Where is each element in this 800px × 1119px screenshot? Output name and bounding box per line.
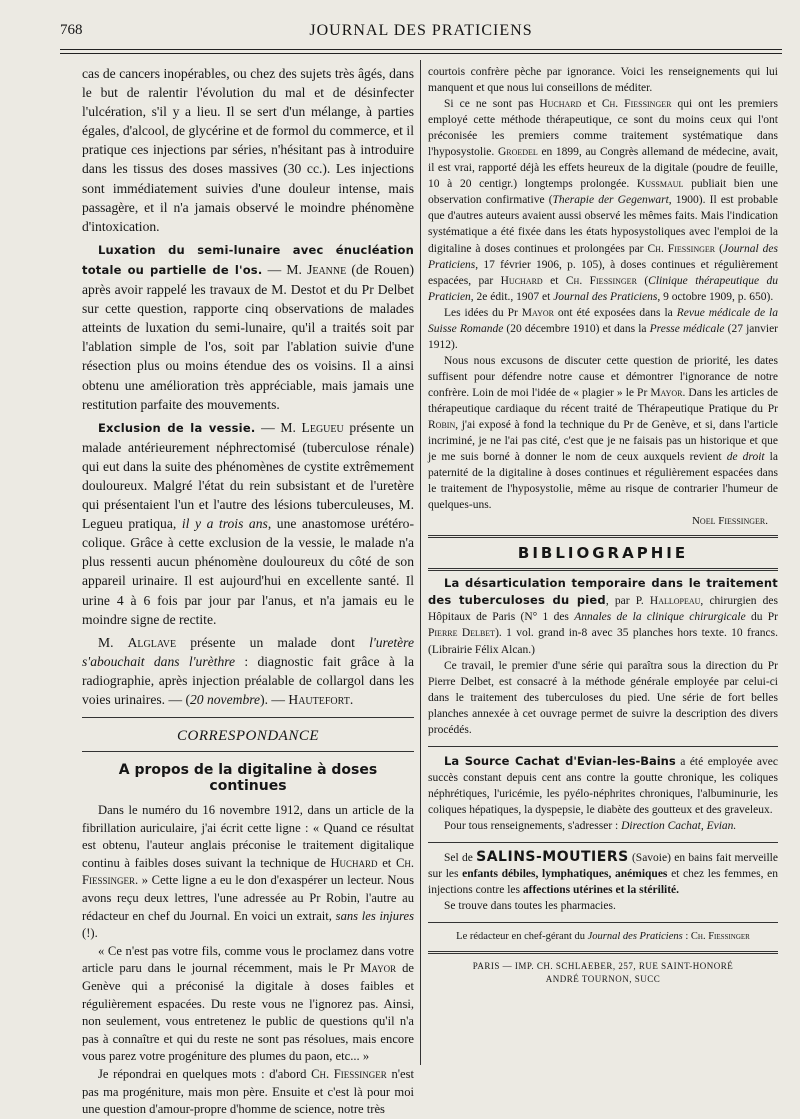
name-robin: Robin xyxy=(428,419,456,432)
right-paragraph-2 xyxy=(428,96,778,305)
luxation-heading: Luxation du semi-lunaire avec énucléation totale ou partielle de l'os. xyxy=(82,242,414,277)
gerant-line xyxy=(428,922,778,945)
author-alglave: Alglave xyxy=(127,634,177,650)
p2-a: Si ce ne sont pas xyxy=(444,98,540,111)
article-title-digitaline: A propos de la digitaline à doses continues xyxy=(118,762,378,795)
name-huchard: Huchard xyxy=(330,855,378,870)
p2-f: , 1900). Il est probable que d'autres auteurs avaient aussi observé les mêmes faits. Mais l'indication systématique a été fixée dans les états hyposystoliques avec l'emploi de la digitaline à doses continues et prolongées par xyxy=(428,194,778,255)
signature-noel-fiessinger: Noel Fiessinger. xyxy=(691,515,768,528)
name-mayor: Mayor xyxy=(521,306,554,319)
exclusion-text-2: , une anastomose urétéro-colique. Grâce à cette exclusion de la vessie, le malade n'a plus ressenti aucun phénomène douloureux du côté de son appareil urinaire. Il est aujourd'hui en excellente santé. Il urine 4 à 6 fois par jour par l'anus, et n'a jamais eu le moindre signe de rectite. xyxy=(82,516,414,627)
p2-h: , 17 février 1906, p. 105), à doses continues et régulièrement espacées, par xyxy=(428,258,778,287)
imprint xyxy=(428,960,778,986)
p2-e: publiait bien une observation confirmative ( xyxy=(428,178,778,207)
section-title-correspondance: CORRESPONDANCE xyxy=(177,728,319,745)
imprint-line-1: PARIS — IMP. CH. SCHLAEBER, 257, RUE SAINT-HONORÉ xyxy=(472,961,734,972)
bibliographie-rule-bottom xyxy=(428,568,778,571)
alglave-text-2: : diagnostic fait grâce à la radiographie, après injection préalable de collargol dans les voies urinaires. — ( xyxy=(82,653,414,707)
p4-italic: de droit xyxy=(726,451,765,464)
name-fiessinger: Ch. Fiessinger xyxy=(311,1067,387,1081)
name-groedel: Groedel xyxy=(497,146,538,159)
alglave-text-1: présente un malade dont xyxy=(176,634,370,650)
p2-italic-3: Clinique thérapeutique du Praticien xyxy=(428,274,778,303)
p2-l: , 9 octobre 1909, p. 650). xyxy=(657,290,774,303)
corr-p3-b: n'est pas ma progéniture, mais mon père. Ensuite et c'est là pour moi une question d'amour-propre d'homme de science, notre très xyxy=(82,1067,415,1117)
biblio-c: du Pr xyxy=(745,611,778,624)
corr-p1-a: Dans le numéro du 16 novembre 1912, dans un article de la fibrillation auriculaire, j'ai écrit cette ligne : « Quand ce résultat est obtenu, l'auteur anglais préconise le traitement digitalique continu à faibles doses suivant la technique de xyxy=(82,803,414,870)
right-paragraph-1: courtois confrère pèche par ignorance. Voici les renseignements qui lui manquent et que nous lui conseillons de méditer. xyxy=(428,66,778,95)
dash: — M. xyxy=(255,419,302,435)
name-fiessinger: Ch. Fiessinger xyxy=(647,242,716,255)
imprint-line-2: ANDRÉ TOURNON, SUCC xyxy=(545,974,661,985)
biblio-paragraph-1 xyxy=(428,575,778,657)
p4-b: . Dans les articles de thérapeutique cardiaque du récent traité de Thérapeutique Pratique du Pr xyxy=(428,386,779,415)
name-mayor: Mayor xyxy=(360,961,397,976)
author-jeanne: Jeanne xyxy=(307,261,347,277)
page-header xyxy=(60,22,782,46)
name-kussmaul: Kussmaul xyxy=(636,178,684,191)
corr-p1-italic: sans les injures xyxy=(335,908,414,923)
period: . xyxy=(349,692,354,707)
gerant-italic: Journal des Praticiens xyxy=(587,931,683,943)
name-pierre-delbet: Pierre Delbet xyxy=(428,627,496,640)
advertisement-cachat xyxy=(428,746,778,834)
name-mayor: Mayor xyxy=(650,386,683,399)
ad-cachat-title: La Source Cachat d'Evian-les-Bains xyxy=(444,753,676,768)
ad-salins-pre: Sel de xyxy=(444,852,477,865)
page-number: 768 xyxy=(60,22,83,38)
name-huchard: Huchard xyxy=(539,98,582,111)
ad-cachat-text xyxy=(428,753,778,818)
header-rule-thin xyxy=(60,53,782,54)
correspondance-paragraph-2 xyxy=(82,943,414,1066)
p2-j: ( xyxy=(636,274,649,287)
left-column xyxy=(82,64,414,1119)
luxation-text: (de Rouen) après avoir rappelé les travaux de M. Destot et du Pr Delbet sur cette question, rapporte cinq observations de malades atteints de luxation du semi-lunaire, qu'il a traités soit par l'ablation simple de l'os, soit par l'ablation suivie d'une résection plus ou moins étendue des os voisins. Il a ainsi obtenu une amélioration très appréciable, mais jamais une restitution parfaite des mouvements. xyxy=(82,261,414,412)
p3-italic-2: Presse médicale xyxy=(649,322,725,335)
exclusion-heading: Exclusion de la vessie. xyxy=(98,420,256,435)
luxation-paragraph xyxy=(82,240,414,414)
gerant-a: Le rédacteur en chef-gérant du xyxy=(456,931,588,943)
right-column xyxy=(428,64,778,986)
p2-b: et xyxy=(581,98,602,111)
journal-title: JOURNAL DES PRATICIENS xyxy=(309,22,533,39)
continued-paragraph: cas de cancers inopérables, ou chez des sujets très âgés, dans le but de ralentir l'évolution du mal et de désinfecter l'ulcération, s'il y a lieu. Il se sert d'un mélange, à parties égales, d'alcool, de glycérine et de formol du commerce, et il pratique ces injections par séries, n'hésitant pas à introduire dans les tissus des doses massives (30 cc.). Les injections sont immédiatement suivies d'une douleur intense, mais passagère, et il n'a jamais observé le moindre phénomène d'intoxication. xyxy=(82,66,414,234)
p2-c: qui ont les premiers employé cette méthode thérapeutique, ce sont du moins ceux qui l'ont préconisée les premiers comme traitement systématique dans l'hyposystolie. xyxy=(428,98,779,159)
section-title-bibliographie: BIBLIOGRAPHIE xyxy=(517,544,689,563)
biblio-a: , par P. xyxy=(605,595,650,608)
ad-cachat-body: a été employée avec succès constant depuis cent ans contre la goutte chronique, les coliques néphrétiques, l'uricémie, les pyélo-néphrites chroniques, l'albuminurie, les coliques hépatiques, la dyspepsie, le diabète des goutteux et des graveleux. xyxy=(428,755,778,816)
biblio-heading: La désarticulation temporaire dans le traitement des tuberculoses du pied xyxy=(428,576,778,608)
section-rule-bottom xyxy=(82,751,414,752)
p2-d: en 1899, au Congrès allemand de médecine, avait, il est vrai, rapporté déjà les effets heureux de la digitale (poudre de feuille, 10 à 20 centigr.) longtemps prolongée. xyxy=(428,146,778,191)
author-legueu: Legueu xyxy=(301,419,344,435)
column-divider xyxy=(420,60,421,1065)
ad-salins-text xyxy=(428,849,778,898)
name-fiessinger: Ch. Fiessinger xyxy=(565,274,637,287)
p3-d: (27 janvier 1912). xyxy=(428,322,779,351)
exclusion-paragraph xyxy=(82,418,414,629)
alglave-text-3: ). — xyxy=(260,692,289,707)
biblio-paragraph-2: Ce travail, le premier d'une série qui paraîtra sous la direction du Pr Pierre Delbet, est consacré à la méthode générale employée par celui-ci dans le traitement des tuberculoses du pied. Une série de fort belles planches annexée à cet ouvrage permet de suivre la description des divers procédés. xyxy=(428,659,778,736)
alglave-pre: M. xyxy=(98,634,128,650)
ad-cachat-contact-address: Direction Cachat, Evian. xyxy=(621,819,737,832)
biblio-italic: Annales de la clinique chirurgicale xyxy=(574,611,746,624)
corr-p1-c: . » Cette ligne a eu le don d'exaspérer un lecteur. Nous avons reçu deux lettres, l'une adressée au Pr Robin, l'autre au rédacteur en chef du Journal. En voici un extrait, xyxy=(82,873,414,923)
right-paragraph-3 xyxy=(428,305,778,353)
biblio-d: ). 1 vol. grand in-8 avec 35 planches hors texte. 10 francs. (Librairie Félix Alcan.) xyxy=(428,627,778,656)
name-fiessinger: Ch. Fiessinger xyxy=(601,98,672,111)
p3-italic-1: Revue médicale de la Suisse Romande xyxy=(428,306,778,335)
gerant-b: : xyxy=(682,931,691,943)
p2-italic-2: Journal des Praticiens xyxy=(428,242,778,271)
corr-p2-a: « Ce n'est pas votre fils, comme vous le proclamez dans votre article paru dans le journal récemment, mais le Pr xyxy=(82,943,414,976)
ad-cachat-contact xyxy=(428,818,778,834)
name-hallopeau: Hallopeau xyxy=(649,595,701,608)
gerant-name: Ch. Fiessinger xyxy=(690,931,750,943)
ad-salins-bold-2: affections utérines et la stérilité. xyxy=(522,884,680,897)
exclusion-italic: il y a trois ans xyxy=(181,516,268,532)
ad-salins-pharmacies: Se trouve dans toutes les pharmacies. xyxy=(444,900,616,913)
ad-salins-brand: SALINS-MOUTIERS xyxy=(476,849,629,866)
exclusion-text-1: présente un malade antérieurement néphrectomisé (tuberculose rénale) qui eut dans la suite des phénomènes de cystite extrêmement douloureux. Malgré l'état du rein subsistant et de l'uretère qui présentaient l'un et l'autre des lésions tuberculeuses, M. Legueu pratiqua, xyxy=(82,419,414,532)
p4-c: , j'ai exposé à fond la technique du Pr de Genève, et si, dans l'article incriminé, je ne l'ai pas cité, c'est que je ne faisais pas un historique et que je me suis borné à donner le nom de ceux auxquels revient xyxy=(428,419,778,464)
corr-p1-b: et xyxy=(377,855,396,870)
bibliographie-rule-top xyxy=(428,535,778,538)
signature-hautefort: Hautefort xyxy=(288,692,350,707)
section-rule xyxy=(82,717,414,718)
p3-b: ont été exposées dans la xyxy=(553,306,677,319)
biblio-b: , chirurgien des Hôpitaux de Paris (N° 1 des xyxy=(428,595,778,624)
correspondance-paragraph-3 xyxy=(82,1066,414,1119)
alglave-date: 20 novembre xyxy=(189,692,261,707)
imprint-rule xyxy=(428,951,778,954)
alglave-italic: l'uretère s'abouchait dans l'urèthre xyxy=(82,634,414,669)
p3-c: (20 décembre 1910) et dans la xyxy=(503,322,650,335)
p4-d: la paternité de la digitaline à doses continues et régulièrement espacées dans le traitement de l'hyposystolie, même au risque de contrarier l'humeur de quelques-uns. xyxy=(428,451,778,512)
p2-k: , 2e édit., 1907 et xyxy=(470,290,554,303)
p2-g: ( xyxy=(715,242,723,255)
corr-p2-b: de Genève qui a préconisé la digitale à doses faibles et régulièrement espacées. Du reste vous ne l'ignorez pas. Ainsi, non seulement, vous entretenez le public de questions qu'il n'a pas à connaître et qui du reste ne sont pas résolues, mais encore vous parez votre progéniture des plumes du paon, etc... » xyxy=(82,961,414,1064)
dash: — M. xyxy=(262,261,308,277)
ad-cachat-contact-label: Pour tous renseignements, s'adresser : xyxy=(444,819,622,832)
gerant-text xyxy=(428,929,778,945)
ad-salins-bold-1: enfants débiles, lymphatiques, anémiques xyxy=(462,868,668,881)
alglave-paragraph xyxy=(82,633,414,709)
name-fiessinger: Ch. Fiessinger xyxy=(82,855,414,888)
correspondance-paragraph-1 xyxy=(82,802,414,943)
p2-italic-4: Journal des Praticiens xyxy=(553,290,658,303)
advertisement-salins xyxy=(428,842,778,914)
ad-salins-b: (Savoie) en bains fait merveille sur les xyxy=(428,852,778,881)
corr-p3-a: Je répondrai en quelques mots : d'abord xyxy=(98,1067,312,1081)
right-paragraph-4 xyxy=(428,353,778,513)
ad-salins-c: et chez les femmes, en injections contre les xyxy=(428,868,778,897)
name-huchard: Huchard xyxy=(500,274,543,287)
p2-i: et xyxy=(542,274,566,287)
p3-a: Les idées du Pr xyxy=(444,306,522,319)
p4-a: Nous nous excusons de discuter cette question de priorité, les dates suffisent pour défendre notre cause et démontrer l'ignorance de notre confrère. Loin de moi l'idée de « plagier » le Pr xyxy=(428,354,778,399)
corr-p1-d: (!). xyxy=(82,926,98,941)
header-rule xyxy=(60,49,782,50)
p2-italic-1: Therapie der Gegenwart xyxy=(552,194,669,207)
